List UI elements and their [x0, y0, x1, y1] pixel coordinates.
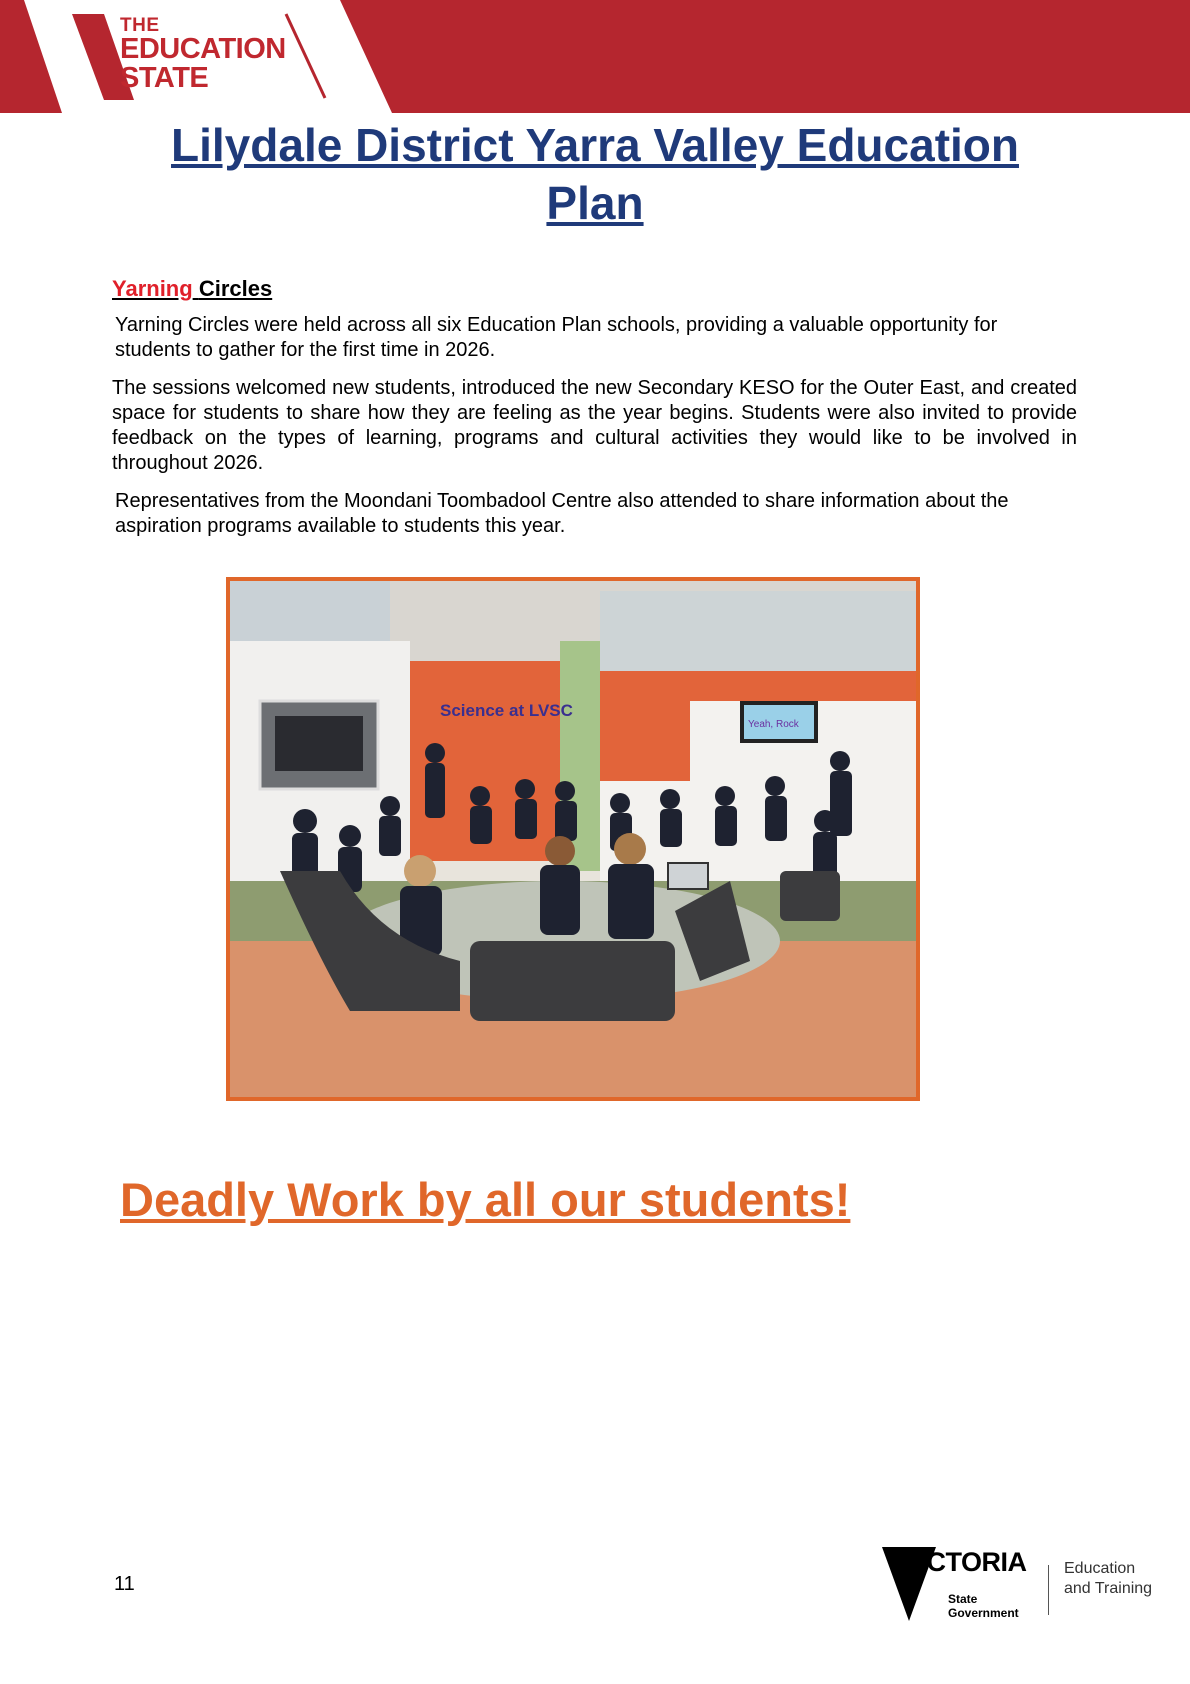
heading-word-yarning: Yarning [112, 276, 193, 301]
paragraph-1: Yarning Circles were held across all six Education Plan schools, providing a valuable opportunity for students to gather for the first time in 2026. [115, 314, 998, 361]
wall-sign-text: Science at LVSC [440, 701, 573, 720]
education-and-training-text [1064, 1559, 1152, 1599]
paragraph-3: Representatives from the Moondani Toombadool Centre also attended to share information about the aspiration programs available to students this year. [115, 490, 1009, 537]
heading-word-circles: Circles [198, 276, 273, 301]
classroom-photo [226, 577, 920, 1101]
page-number: 11 [114, 1573, 135, 1595]
government-line: Government [948, 1606, 1019, 1620]
photo-illustration [230, 581, 916, 1097]
state-government-text [948, 1592, 1019, 1620]
dept-line-2: and Training [1064, 1580, 1153, 1597]
header-banner [0, 0, 1190, 113]
page-title: Lilydale District Yarra Valley Education Plan [171, 119, 1019, 229]
victoria-word: VICTORIA [902, 1547, 1027, 1577]
logo-the: THE [120, 15, 160, 36]
logo-divider [1048, 1565, 1049, 1615]
dept-line-1: Education [1064, 1560, 1136, 1577]
section-heading [112, 276, 272, 302]
victoria-government-logo [882, 1537, 1172, 1627]
tv-text: Yeah, Rock [748, 719, 799, 730]
education-state-logo [120, 16, 286, 93]
logo-state: STATE [120, 62, 209, 94]
logo-education: EDUCATION [120, 33, 286, 65]
paragraph-2: The sessions welcomed new students, introduced the new Secondary KESO for the Outer East, and created space for students to share how they are feeling as the year begins. Students were also invited to provide feedback on the types of learning, programs and cultural activities they would like to be involved in throughout 2026. [112, 377, 1077, 474]
deadly-work-heading: Deadly Work by all our students! [120, 1173, 851, 1226]
state-line: State [948, 1592, 978, 1606]
